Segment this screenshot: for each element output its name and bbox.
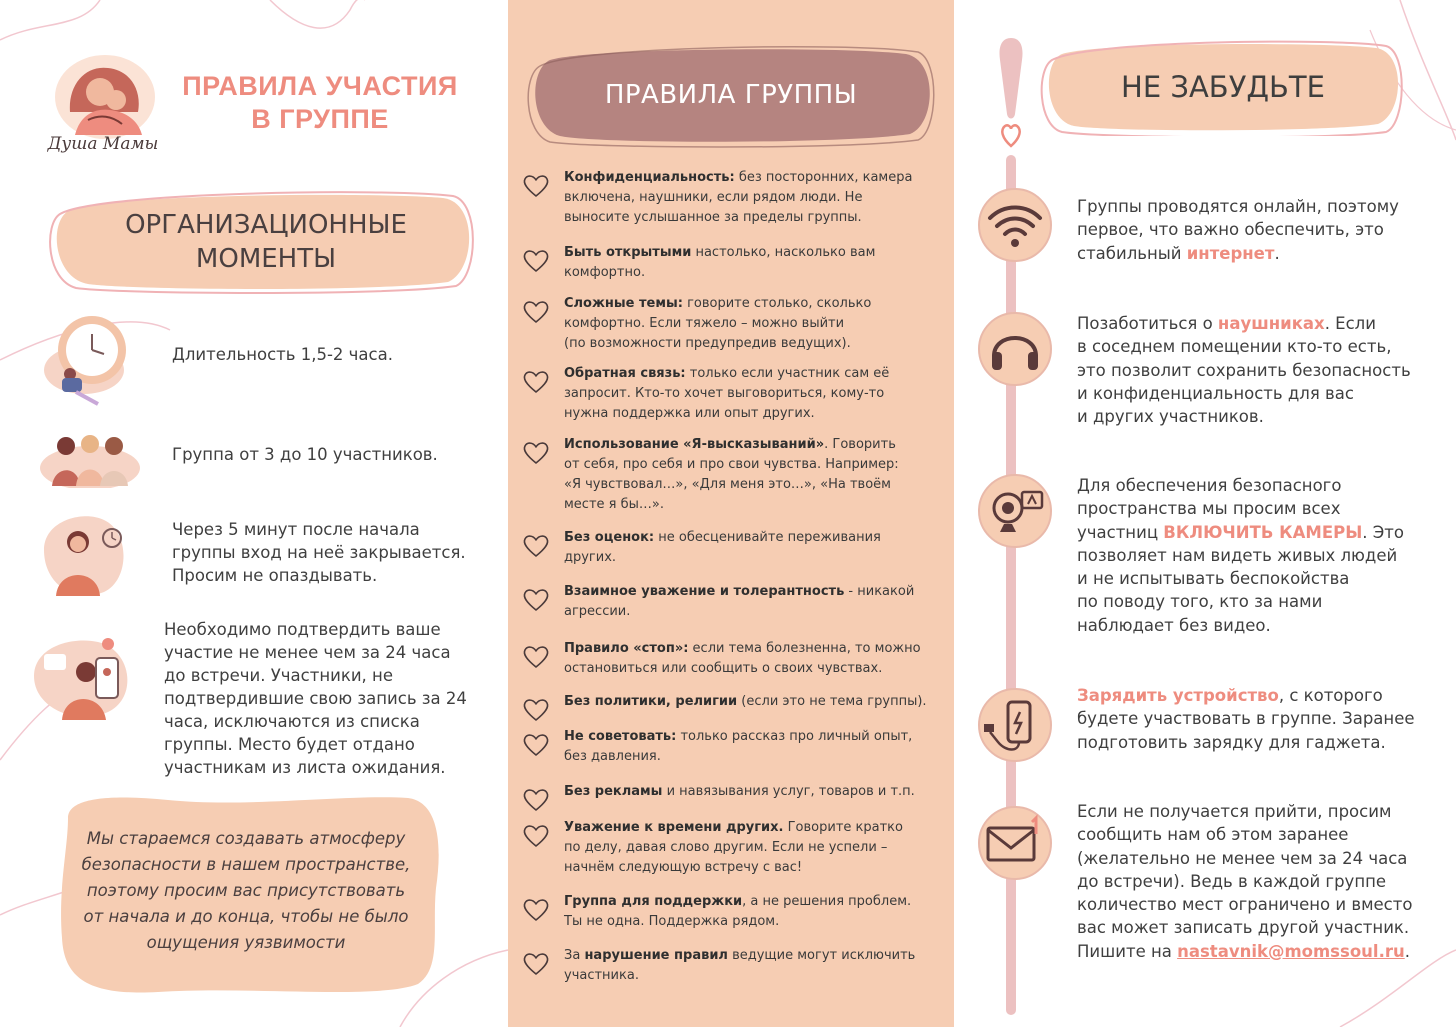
rule-line: Использование «Я-высказываний». Говорить	[564, 437, 896, 452]
rule-line: других.	[564, 550, 617, 565]
heart-icon	[522, 952, 550, 976]
exclamation-icon	[996, 36, 1026, 154]
rule-line: Ты не одна. Поддержка рядом.	[564, 914, 780, 929]
remember-item	[1077, 800, 1412, 963]
phone-confirm-illustration	[28, 632, 140, 722]
remember-line: сообщить нам об этом заранее	[1077, 825, 1349, 845]
remember-line: наблюдает без видео.	[1077, 615, 1271, 635]
rule-title: Сложные темы:	[564, 296, 683, 311]
quote-line: безопасности в нашем пространстве,	[81, 855, 411, 874]
headphones-icon	[976, 310, 1054, 388]
rule-text	[564, 435, 899, 515]
highlight-text: ВКЛЮЧИТЬ КАМЕРЫ	[1163, 522, 1363, 542]
confirm-line: участие не менее чем за 24 часа	[164, 643, 451, 662]
heart-icon	[522, 733, 550, 757]
rule-text	[564, 639, 921, 679]
remember-line: Для обеспечения безопасного	[1077, 476, 1342, 495]
remember-line: до встречи). Ведь в каждой группе	[1077, 871, 1387, 891]
remember-item	[1077, 474, 1404, 637]
logo-caption: Душа Мамы	[47, 134, 159, 154]
confirm-line: участникам из листа ожидания.	[164, 758, 446, 777]
remember-line: (желательно не менее чем за 24 часа	[1077, 848, 1408, 868]
rule-line: без давления.	[564, 749, 661, 764]
remember-line: это позволит сохранить безопасность	[1077, 360, 1411, 380]
rule-text	[564, 528, 881, 568]
rule-line: Группа для поддержки, а не решения проблем.	[564, 894, 912, 909]
remember-line: первое, что важно обеспечить, это	[1077, 220, 1384, 240]
rule-line: Конфиденциальность: без посторонних, камера	[564, 170, 913, 185]
organization-title-line1: ОРГАНИЗАЦИОННЫЕ	[125, 210, 407, 240]
rule-line: Правило «стоп»: если тема болезненна, то можно	[564, 641, 921, 656]
organization-title-line2: МОМЕНТЫ	[195, 244, 337, 274]
quote-line: от начала и до конца, чтобы не было	[83, 907, 409, 926]
rule-title: Использование «Я-высказываний»	[564, 437, 825, 452]
remember-line: и конфиденциальность для вас	[1077, 383, 1354, 403]
duration-text: Длительность 1,5-2 часа.	[172, 345, 393, 364]
remember-line: Позаботиться о наушниках. Если	[1077, 314, 1376, 333]
page-title	[150, 70, 490, 136]
remember-line: будете участвовать в группе. Заранее	[1077, 709, 1415, 729]
heart-icon	[522, 898, 550, 922]
heart-icon	[522, 788, 550, 812]
remember-line: по поводу того, кто за нами	[1077, 592, 1323, 612]
wifi-icon	[976, 186, 1054, 264]
rule-text	[564, 582, 914, 622]
rule-line: (по возможности предупредив ведущих).	[564, 336, 851, 351]
rule-line: по делу, давая слово другим. Если не успели –	[564, 840, 888, 855]
heart-icon	[522, 534, 550, 558]
rule-line: запросит. Кто-то хочет выговориться, кому-то	[564, 386, 885, 401]
heart-icon	[522, 249, 550, 273]
rule-line: месте я бы…».	[564, 497, 664, 512]
rule-line: остановиться или сообщить о своих чувствах.	[564, 661, 883, 676]
rules-title: ПРАВИЛА ГРУППЫ	[604, 80, 858, 110]
rule-line: «Я чувствовал…», «Для меня это…», «На твоём	[564, 477, 891, 492]
remember-line: участниц ВКЛЮЧИТЬ КАМЕРЫ. Это	[1077, 522, 1405, 542]
rule-title: Быть открытыми	[564, 245, 692, 260]
rule-text	[564, 946, 915, 986]
mail-icon	[976, 804, 1054, 882]
rule-line: Быть открытыми настолько, насколько вам	[564, 245, 876, 260]
rule-line: Без оценок: не обесценивайте переживания	[564, 530, 881, 545]
logo	[47, 50, 160, 168]
timeline-line	[1006, 155, 1016, 1015]
remember-line: стабильный интернет.	[1077, 243, 1280, 263]
rule-text	[564, 243, 875, 283]
rule-title: Правило «стоп»:	[564, 641, 689, 656]
group-size-text: Группа от 3 до 10 участников.	[172, 445, 438, 464]
remember-line: Группы проводятся онлайн, поэтому	[1077, 197, 1399, 216]
rule-line: Взаимное уважение и толерантность - никакой	[564, 584, 915, 599]
heart-icon	[522, 300, 550, 324]
rule-title: Группа для поддержки	[564, 894, 743, 909]
quote-line: поэтому просим вас присутствовать	[86, 881, 406, 900]
heart-icon	[522, 370, 550, 394]
page-title-line1: ПРАВИЛА УЧАСТИЯ	[182, 71, 458, 101]
phone-charging-icon	[976, 686, 1054, 764]
rule-text	[564, 818, 903, 878]
remember-line: в соседнем помещении кто-то есть,	[1077, 337, 1392, 357]
highlight-text: интернет	[1186, 243, 1275, 263]
webcam-icon	[976, 472, 1054, 550]
rule-text	[564, 692, 927, 712]
rule-title: нарушение правил	[584, 948, 728, 963]
confirm-line: группы. Место будет отдано	[164, 735, 415, 754]
rule-text	[564, 727, 912, 767]
rule-line: За нарушение правил ведущие могут исключить	[564, 948, 916, 963]
heart-icon	[522, 588, 550, 612]
rule-text	[564, 892, 911, 932]
rule-line: включена, наушники, если рядом люди. Не	[564, 190, 863, 205]
woman-clock-illustration	[34, 510, 134, 598]
rule-line: начнём следующую встречу с вас!	[564, 860, 803, 875]
confirm-line: до встречи. Участники, не	[164, 666, 393, 685]
rule-text	[564, 782, 915, 802]
late-entry-line: Через 5 минут после начала	[172, 520, 420, 539]
remember-line: Пишите на nastavnik@momssoul.ru.	[1077, 941, 1410, 961]
rule-line: Без политики, религии (если это не тема группы).	[564, 694, 927, 709]
late-entry-line: группы вход на неё закрывается.	[172, 543, 466, 562]
clock-illustration	[40, 312, 130, 408]
email-link[interactable]: nastavnik@momssoul.ru	[1177, 941, 1405, 961]
highlight-text: Зарядить устройство	[1077, 686, 1279, 705]
confirm-line: Необходимо подтвердить ваше	[164, 620, 441, 639]
rule-text	[564, 364, 889, 424]
remember-line: и не испытывать беспокойства	[1077, 569, 1350, 589]
rule-line: Обратная связь: только если участник сам её	[564, 366, 890, 381]
rule-title: Конфиденциальность:	[564, 170, 735, 185]
remember-item	[1077, 312, 1411, 428]
rule-line: участника.	[564, 968, 639, 983]
rule-line: Не советовать: только рассказ про личный опыт,	[564, 729, 913, 744]
rule-title: Взаимное уважение и толерантность	[564, 584, 845, 599]
page-title-line2: В ГРУППЕ	[251, 104, 389, 134]
rule-line: Уважение к времени других. Говорите кратко	[564, 820, 903, 835]
quote-line: Мы стараемся создавать атмосферу	[86, 829, 406, 848]
rule-title: Без оценок:	[564, 530, 655, 545]
late-entry-text	[172, 518, 466, 587]
heart-icon	[522, 441, 550, 465]
remember-line: вас может записать другой участник.	[1077, 918, 1410, 938]
remember-line: и других участников.	[1077, 407, 1264, 427]
heart-icon	[522, 174, 550, 198]
rule-text	[564, 168, 912, 228]
remember-line: количество мест ограничено и вместо	[1077, 895, 1413, 915]
remember-title: НЕ ЗАБУДЬТЕ	[1121, 70, 1325, 104]
rule-line: комфортно.	[564, 265, 646, 280]
heart-icon	[522, 645, 550, 669]
remember-item	[1077, 195, 1399, 265]
rule-line: от себя, про себя и про свои чувства. Например:	[564, 457, 899, 472]
remember-line: пространства мы просим всех	[1077, 499, 1341, 519]
rule-title: Не советовать:	[564, 729, 677, 744]
remember-line: Если не получается прийти, просим	[1077, 802, 1392, 821]
remember-line: подготовить зарядку для гаджета.	[1077, 732, 1386, 752]
rule-title: Уважение к времени других.	[564, 820, 784, 835]
rule-line: Сложные темы: говорите столько, сколько	[564, 296, 872, 311]
remember-line: позволяет нам видеть живых людей	[1077, 545, 1398, 565]
rule-line: выносите услышанное за пределы группы.	[564, 210, 862, 225]
rule-line: агрессии.	[564, 604, 631, 619]
rule-title: Обратная связь:	[564, 366, 686, 381]
quote-line: ощущения уязвимости	[146, 933, 346, 952]
highlight-text: наушниках	[1217, 314, 1325, 333]
rule-line: комфортно. Если тяжело – можно выйти	[564, 316, 845, 331]
rule-title: Без рекламы	[564, 784, 663, 799]
rule-line: Без рекламы и навязывания услуг, товаров и т.п.	[564, 784, 915, 799]
confirm-line: часа, исключаются из списка	[164, 712, 420, 731]
confirm-text	[164, 618, 467, 779]
rule-line: нужна поддержка или опыт других.	[564, 406, 815, 421]
rule-title: Без политики, религии	[564, 694, 738, 709]
women-group-illustration	[40, 428, 140, 488]
organization-title	[75, 204, 457, 280]
heart-icon	[522, 698, 550, 722]
quote-text	[70, 826, 422, 956]
confirm-line: подтвердившие свою запись за 24	[164, 689, 467, 708]
remember-line: Зарядить устройство, с которого	[1077, 686, 1383, 705]
remember-item	[1077, 684, 1415, 754]
heart-icon	[522, 824, 550, 848]
late-entry-line: Просим не опаздывать.	[172, 566, 378, 585]
rule-text	[564, 294, 871, 354]
